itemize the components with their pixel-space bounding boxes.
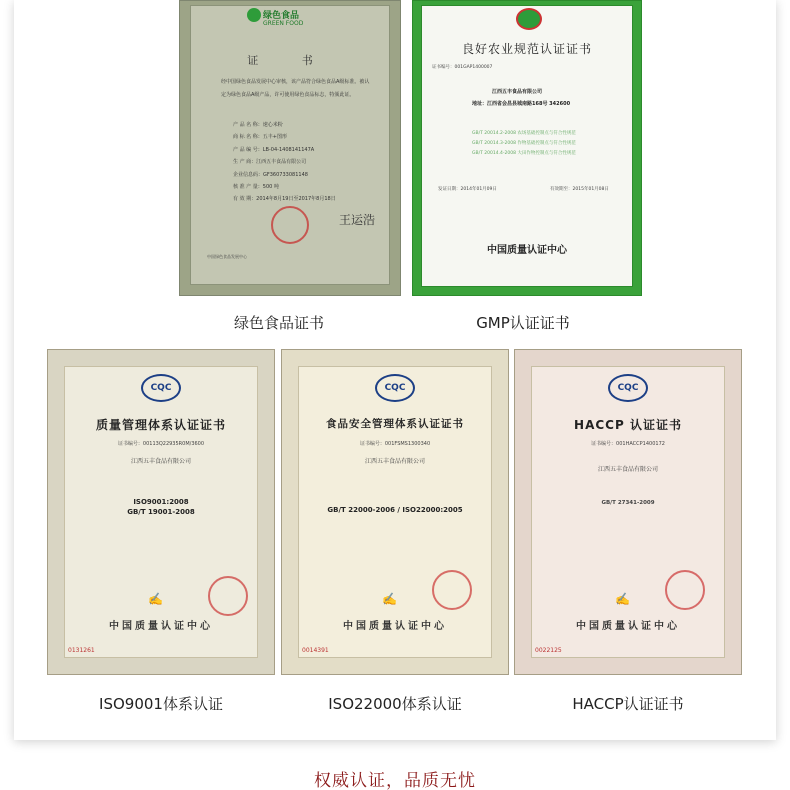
serial-number: 0131261 [68, 647, 95, 654]
red-seal-icon [271, 206, 309, 244]
signature: 王运浩 [339, 213, 376, 227]
certificate-number: 证书编号：001GAP1400007 [432, 65, 493, 70]
certificate-row: 产 品 编 号：LB-04-1408141147A [233, 146, 315, 153]
standard-line: GB/T 20014.3-2008 作物基础控制点与符合性规范 [472, 141, 576, 146]
certificate-title: 良好农业规范认证证书 [461, 42, 592, 56]
issuer-footer: 中国绿色食品发展中心 [207, 254, 247, 259]
company-name: 江西五丰食品有限公司 [492, 89, 543, 95]
certificate-number: 证书编号：001FSMS1300340 [359, 441, 431, 447]
certificate-inner [531, 366, 725, 658]
issuer-name: 中国质量认证中心 [487, 245, 567, 256]
haccp-certificate-image [514, 349, 742, 675]
standard-line: GB/T 20014.2-2008 农场基础控制点与符合性规范 [472, 131, 576, 136]
standard-line: GB/T 20014.4-2008 大田作物控制点与符合性规范 [472, 151, 576, 156]
company-name: 江西五丰食品有限公司 [364, 458, 425, 465]
issuer-name: 中国质量认证中心 [343, 621, 447, 632]
standard-line: GB/T 22000-2006 / ISO22000:2005 [327, 506, 463, 514]
red-seal-icon [208, 576, 248, 616]
leaf-icon [247, 8, 261, 22]
company-address: 地址：江西省会昌县城南路168号 342600 [472, 101, 571, 107]
signature-icon: ✍ [615, 592, 630, 606]
gap-logo-icon [516, 8, 542, 30]
serial-number: 0022125 [535, 647, 562, 654]
standard-line: GB/T 27341-2009 [601, 500, 655, 506]
certificate-title: HACCP 认证证书 [574, 418, 682, 432]
certificate-row: 产 品 名 称：速心米粉 [233, 122, 283, 128]
green-food-certificate-image [179, 0, 401, 296]
certificate-number: 证书编号：001HACCP1400172 [591, 441, 665, 447]
certificate-paragraph: 经中国绿色食品发展中心审核，该产品符合绿色食品A级标准。被认定为绿色食品A级产品，许可使用绿色食品标志，特颁此证。 [221, 79, 370, 98]
certificate-number: 证书编号：00113Q22935R0M/3600 [117, 441, 205, 447]
certificate-inner [421, 5, 633, 287]
issuer-name: 中国质量认证中心 [576, 621, 680, 632]
company-name: 江西五丰食品有限公司 [130, 458, 191, 465]
gmp-certificate-image [412, 0, 642, 296]
certificate-row: 核 准 产 量：500 吨 [233, 183, 279, 190]
cqc-logo-icon: CQC [375, 374, 415, 402]
serial-number: 0014391 [302, 647, 329, 654]
certificate-title: 食品安全管理体系认证证书 [326, 418, 464, 430]
company-name: 江西五丰食品有限公司 [597, 466, 658, 473]
expiry-date: 有效期至：2015年01月08日 [550, 187, 609, 192]
iso9001-caption: ISO9001体系认证 [99, 695, 223, 713]
red-seal-icon [432, 570, 472, 610]
certificate-rows [233, 121, 336, 208]
logo-cn-text: 绿色食品 [263, 11, 300, 21]
tagline: 权威认证，品质无忧 [314, 771, 476, 790]
iso22000-caption: ISO22000体系认证 [328, 695, 462, 713]
standard-line: GB/T 19001-2008 [127, 508, 195, 516]
signature-icon: ✍ [148, 592, 163, 606]
certificate-title: 证 书 [247, 54, 333, 67]
certificate-row: 企业信息码：GF360733081148 [233, 171, 308, 178]
green-food-logo [245, 8, 305, 38]
issue-date: 发证日期：2014年01月09日 [438, 187, 497, 192]
issuer-name: 中国质量认证中心 [109, 621, 213, 632]
gmp-caption: GMP认证证书 [476, 314, 570, 332]
certificate-row: 生 产 商：江西五丰食品有限公司 [233, 159, 307, 166]
haccp-caption: HACCP认证证书 [572, 695, 684, 713]
iso9001-certificate-image [47, 349, 275, 675]
logo-en-text: GREEN FOOD [263, 20, 304, 27]
signature-icon: ✍ [382, 592, 397, 606]
certificate-row: 有 效 期：2014年8月19日至2017年8月18日 [233, 196, 336, 203]
cqc-logo-icon: CQC [141, 374, 181, 402]
certificate-title: 质量管理体系认证证书 [95, 418, 226, 432]
standard-line: ISO9001:2008 [133, 498, 189, 506]
iso22000-certificate-image [281, 349, 509, 675]
cqc-logo-icon: CQC [608, 374, 648, 402]
red-seal-icon [665, 570, 705, 610]
certificate-row: 商 标 名 称：五丰+图形 [233, 134, 287, 141]
green-food-caption: 绿色食品证书 [233, 314, 324, 332]
certificate-inner [190, 5, 390, 285]
